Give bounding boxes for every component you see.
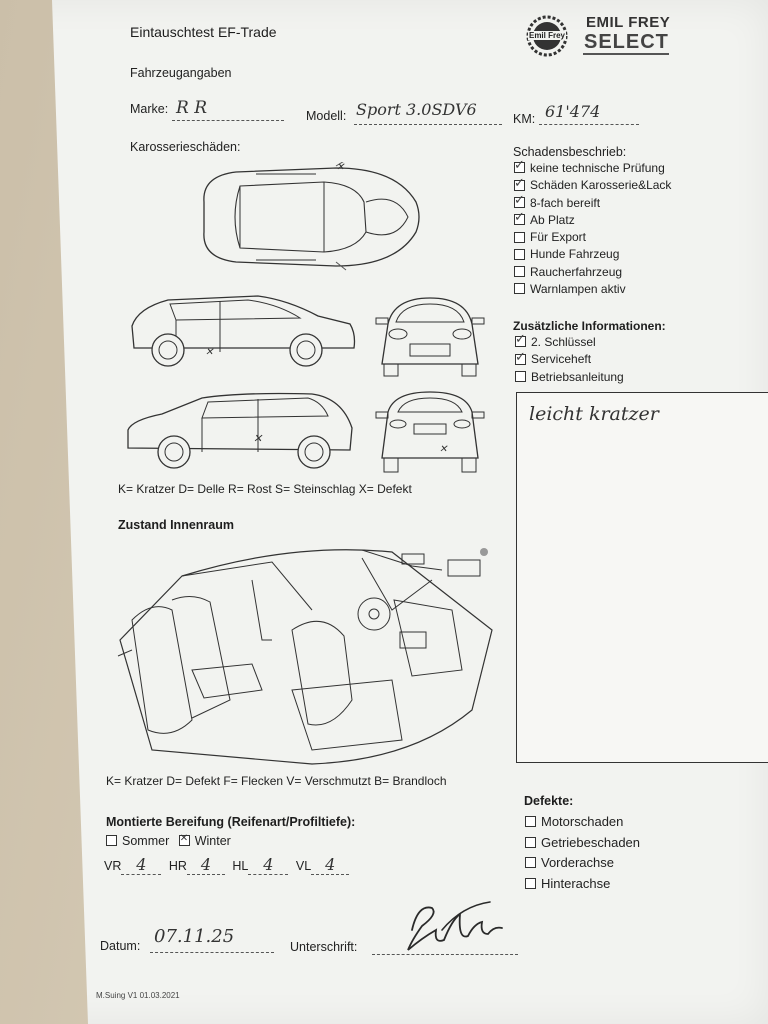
damage-description-item-label: Ab Platz xyxy=(530,212,575,227)
datum-field[interactable] xyxy=(150,926,274,953)
damage-description-item[interactable] xyxy=(514,160,671,177)
damage-description-item[interactable] xyxy=(514,281,671,298)
tire-type-row xyxy=(106,834,231,848)
additional-info-item-label: 2. Schlüssel xyxy=(531,335,596,349)
notes-text: leicht kratzer xyxy=(529,403,659,425)
rear-view-mark: ✕ xyxy=(439,444,448,455)
damage-description-item-label: Hunde Fahrzeug xyxy=(530,247,620,262)
emil-frey-emblem xyxy=(524,14,570,58)
hl-label: HL xyxy=(232,859,249,873)
additional-info-checkbox[interactable] xyxy=(515,371,526,382)
additional-info-label: Zusätzliche Informationen: xyxy=(513,319,666,333)
side-view-left-mark: ✕ xyxy=(205,347,214,358)
damage-description-item[interactable] xyxy=(514,264,671,281)
car-rear-view-diagram[interactable] xyxy=(374,388,486,474)
additional-info-item[interactable] xyxy=(515,351,624,368)
damage-description-item-label: Schäden Karosserie&Lack xyxy=(530,178,672,193)
additional-info-list xyxy=(515,334,624,386)
damage-description-item-label: 8-fach bereift xyxy=(530,195,601,210)
damage-description-item[interactable] xyxy=(514,195,671,212)
hl-value: 4 xyxy=(263,855,274,874)
datum-label: Datum: xyxy=(100,939,141,953)
notes-box[interactable] xyxy=(516,392,768,763)
vr-label: VR xyxy=(104,859,122,873)
damage-description-item[interactable] xyxy=(514,246,671,263)
damage-description-checkbox[interactable] xyxy=(514,232,525,243)
modell-label: Modell: xyxy=(306,109,347,123)
damage-description-checkbox[interactable] xyxy=(514,162,525,173)
damage-description-checkbox[interactable] xyxy=(514,180,525,191)
vl-label: VL xyxy=(295,859,312,873)
damage-description-item-label: Raucherfahrzeug xyxy=(530,264,623,279)
unterschrift-label: Unterschrift: xyxy=(290,940,358,954)
car-top-view-diagram[interactable] xyxy=(196,162,424,272)
defects-list xyxy=(525,812,640,894)
summer-checkbox[interactable] xyxy=(106,835,117,846)
car-side-view-left-diagram[interactable] xyxy=(128,290,358,372)
damage-description-item[interactable] xyxy=(514,229,671,246)
marke-label: Marke: xyxy=(130,102,169,116)
brand-underline xyxy=(583,53,669,55)
damage-description-label: Schadensbeschrieb: xyxy=(513,145,627,159)
defect-item[interactable] xyxy=(525,853,640,874)
defects-label: Defekte: xyxy=(524,794,574,808)
modell-value: Sport 3.0SDV6 xyxy=(356,100,477,119)
modell-field[interactable] xyxy=(354,100,502,125)
km-field[interactable] xyxy=(539,102,639,125)
body-damage-label: Karosserieschäden: xyxy=(130,140,241,154)
brand-line-2: SELECT xyxy=(584,31,669,53)
km-value: 61'474 xyxy=(545,102,601,121)
hr-value: 4 xyxy=(200,855,212,874)
hl-field[interactable] xyxy=(248,855,288,875)
interior-label: Zustand Innenraum xyxy=(118,518,234,532)
marke-field[interactable] xyxy=(172,98,284,121)
vl-value: 4 xyxy=(325,855,336,874)
damage-description-checkbox[interactable] xyxy=(514,197,525,208)
vl-field[interactable] xyxy=(311,855,349,875)
vehicle-section-label: Fahrzeugangaben xyxy=(130,66,232,80)
damage-description-checkbox[interactable] xyxy=(514,283,525,294)
defect-checkbox[interactable] xyxy=(525,857,536,868)
version-footer: M.Suing V1 01.03.2021 xyxy=(96,991,180,1000)
hr-field[interactable] xyxy=(187,855,225,875)
form-title: Eintauschtest EF-Trade xyxy=(130,24,277,40)
defect-item[interactable] xyxy=(525,812,640,833)
additional-info-checkbox[interactable] xyxy=(515,336,526,347)
defect-item[interactable] xyxy=(525,833,640,854)
tire-depth-row xyxy=(104,855,349,875)
vr-value: 4 xyxy=(136,855,147,874)
car-interior-diagram[interactable] xyxy=(112,540,502,770)
body-damage-legend: K= Kratzer D= Delle R= Rost S= Steinschlag X= Defekt xyxy=(118,482,412,496)
defect-item-label: Vorderachse xyxy=(541,855,614,870)
km-label: KM: xyxy=(513,112,536,126)
defect-item-label: Hinterachse xyxy=(541,875,611,891)
damage-description-list xyxy=(514,160,671,298)
hr-label: HR xyxy=(168,859,187,873)
additional-info-item-label: Serviceheft xyxy=(531,352,592,367)
damage-description-checkbox[interactable] xyxy=(514,249,525,260)
defect-checkbox[interactable] xyxy=(525,878,536,889)
side-view-right-mark: ✕ xyxy=(253,432,263,445)
damage-description-item-label: Warnlampen aktiv xyxy=(530,282,626,297)
vr-field[interactable] xyxy=(121,855,161,875)
damage-description-item[interactable] xyxy=(514,177,671,194)
car-side-view-right-diagram[interactable] xyxy=(122,388,356,474)
interior-legend: K= Kratzer D= Defekt F= Flecken V= Verschmutzt B= Brandloch xyxy=(106,774,447,788)
defect-item[interactable] xyxy=(525,874,640,895)
damage-description-item[interactable] xyxy=(514,212,671,229)
winter-label: Winter xyxy=(194,834,231,848)
signature-field[interactable] xyxy=(372,900,518,955)
additional-info-item[interactable] xyxy=(515,334,624,351)
damage-description-checkbox[interactable] xyxy=(514,266,525,277)
defect-checkbox[interactable] xyxy=(525,816,536,827)
additional-info-item-label: Betriebsanleitung xyxy=(531,369,624,384)
tires-label: Montierte Bereifung (Reifenart/Profiltiefe): xyxy=(106,815,356,829)
top-view-mark: ✕ xyxy=(336,162,345,173)
summer-label: Sommer xyxy=(122,834,170,848)
datum-value: 07.11.25 xyxy=(154,926,235,947)
damage-description-item-label: keine technische Prüfung xyxy=(530,161,665,175)
additional-info-item[interactable] xyxy=(515,369,624,386)
defect-checkbox[interactable] xyxy=(525,837,536,848)
damage-description-item-label: Für Export xyxy=(530,230,587,245)
damage-description-checkbox[interactable] xyxy=(514,214,525,225)
defect-item-label: Motorschaden xyxy=(541,814,624,829)
marke-value: R R xyxy=(176,98,208,118)
additional-info-checkbox[interactable] xyxy=(515,354,526,365)
brand-line-1: EMIL FREY xyxy=(586,14,671,31)
defect-item-label: Getriebeschaden xyxy=(541,834,641,850)
emblem-text: Emil Frey xyxy=(528,31,565,40)
winter-checkbox[interactable] xyxy=(179,835,190,846)
car-front-view-diagram[interactable] xyxy=(374,294,486,378)
signature-icon xyxy=(372,900,518,954)
